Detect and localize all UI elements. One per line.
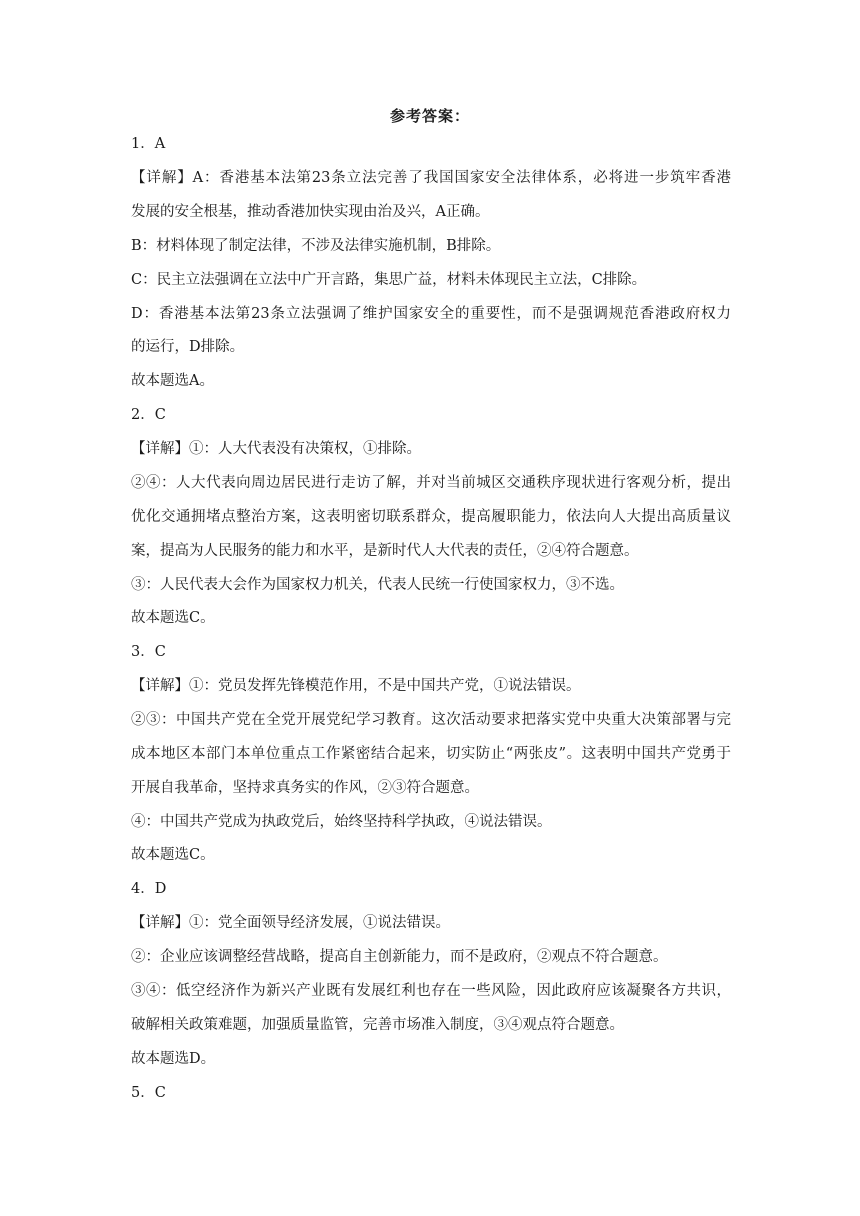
explanation-line: 【详解】①：党全面领导经济发展，①说法错误。 [131,915,450,931]
explanation-line: 【详解】①：党员发挥先锋模范作用，不是中国共产党，①说法错误。 [131,678,581,694]
explanation-line: C：民主立法强调在立法中广开言路，集思广益，材料未体现民主立法，C排除。 [131,272,647,288]
answer-number-4: 4．D [131,881,167,897]
answer-number-5: 5．C [131,1085,166,1101]
explanation-line: ③④：低空经济作为新兴产业既有发展红利也存在一些风险，因此政府应该凝聚各方共识， [131,983,731,999]
explanation-line: ④：中国共产党成为执政党后，始终坚持科学执政，④说法错误。 [131,814,552,830]
conclusion-line: 故本题选C。 [131,610,215,626]
conclusion-line: 故本题选D。 [131,1051,216,1067]
explanation-line: ②：企业应该调整经营战略，提高自主创新能力，而不是政府，②观点不符合题意。 [131,949,668,965]
explanation-line: ②③：中国共产党在全党开展党纪学习教育。这次活动要求把落实党中央重大决策部署与完 [131,712,731,728]
explanation-line: 破解相关政策难题，加强质量监管，完善市场准入制度，③④观点符合题意。 [131,1017,624,1033]
explanation-line: D：香港基本法第23条立法强调了维护国家安全的重要性，而不是强调规范香港政府权力 [131,306,731,322]
explanation-line: 优化交通拥堵点整治方案，这表明密切联系群众，提高履职能力，依法向人大提出高质量议 [131,509,731,525]
explanation-line: 开展自我革命，坚持求真务实的作风，②③符合题意。 [131,780,479,796]
conclusion-line: 故本题选C。 [131,847,215,863]
explanation-line: 案，提高为人民服务的能力和水平，是新时代人大代表的责任，②④符合题意。 [131,543,639,559]
explanation-line: 【详解】A：香港基本法第23条立法完善了我国国家安全法律体系，必将进一步筑牢香港 [131,170,731,186]
explanation-line: 的运行，D排除。 [131,339,245,355]
explanation-line: ③：人民代表大会作为国家权力机关，代表人民统一行使国家权力，③不选。 [131,577,624,593]
explanation-line: 发展的安全根基，推动香港加快实现由治及兴，A正确。 [131,204,490,220]
answer-number-3: 3．C [131,644,166,660]
answer-number-2: 2．C [131,407,166,423]
explanation-line: 成本地区本部门本单位重点工作紧密结合起来，切实防止“两张皮”。这表明中国共产党勇于 [131,746,731,762]
explanation-line: 【详解】①：人大代表没有决策权，①排除。 [131,441,421,457]
conclusion-line: 故本题选A。 [131,373,214,389]
answer-number-1: 1．A [131,136,166,152]
explanation-line: B：材料体现了制定法律，不涉及法律实施机制，B排除。 [131,238,501,254]
page-title: 参考答案： [389,107,470,125]
explanation-line: ②④：人大代表向周边居民进行走访了解，并对当前城区交通秩序现状进行客观分析，提出 [131,475,731,491]
